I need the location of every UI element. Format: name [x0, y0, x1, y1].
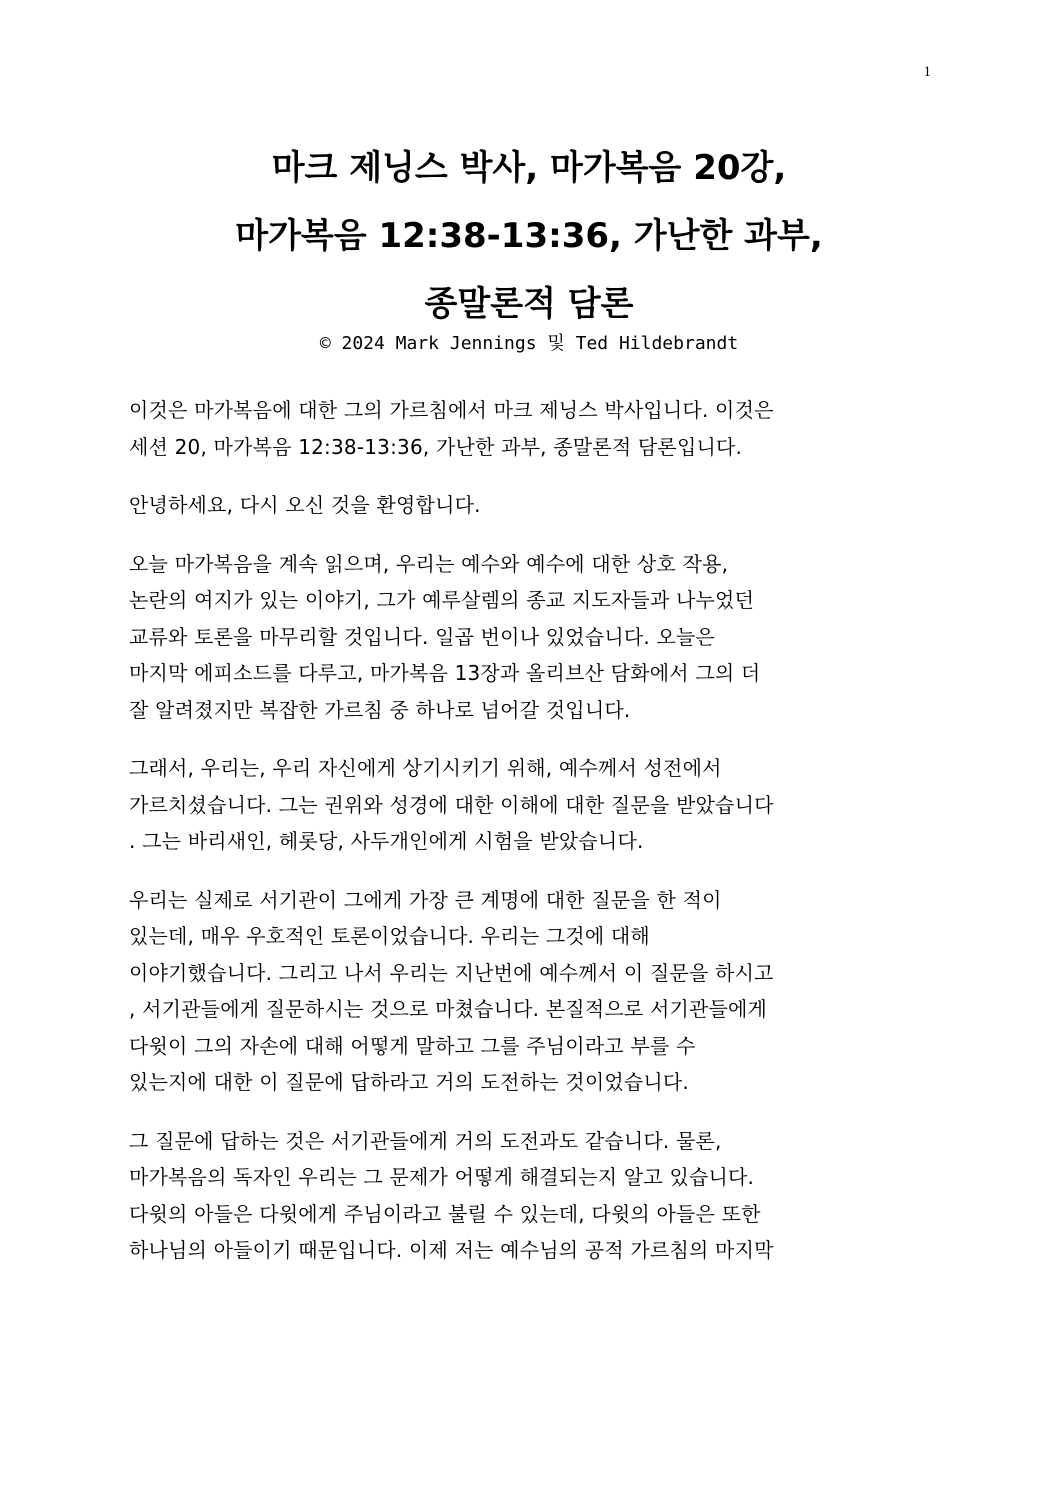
text-line: 그래서, 우리는, 우리 자신에게 상기시키기 위해, 예수께서 성전에서 [129, 756, 722, 780]
text-line: , 서기관들에게 질문하시는 것으로 마쳤습니다. 본질적으로 서기관들에게 [129, 997, 768, 1021]
text-line: 마가복음의 독자인 우리는 그 문제가 어떻게 해결되는지 알고 있습니다. [129, 1165, 755, 1189]
text-line: 가르치셨습니다. 그는 권위와 성경에 대한 이해에 대한 질문을 받았습니다 [129, 792, 774, 817]
text-line: 세션 20, 마가복음 12:38-13:36, 가난한 과부, 종말론적 담론입니다. [129, 434, 743, 459]
text-line: 있는지에 대한 이 질문에 답하라고 거의 도전하는 것이었습니다. [129, 1070, 689, 1094]
title-line: 종말론적 담론 [424, 284, 634, 324]
text-line: 하나님의 아들이기 때문입니다. 이제 저는 예수님의 공적 가르침의 마지막 [129, 1238, 774, 1262]
paragraph [129, 1123, 939, 1269]
paragraph [129, 487, 939, 524]
text-line: 잘 알려졌지만 복잡한 가르침 중 하나로 넘어갈 것입니다. [129, 697, 631, 722]
title-line: 마크 제닝스 박사, 마가복음 20강, [271, 148, 787, 188]
body-text [129, 392, 939, 1291]
text-line: 안녕하세요, 다시 오신 것을 환영합니다. [129, 493, 481, 517]
text-line: . 그는 바리새인, 헤롯당, 사두개인에게 시험을 받았습니다. [129, 829, 644, 853]
page-number: 1 [923, 64, 931, 80]
title-line: 마가복음 12:38-13:36, 가난한 과부, [235, 216, 823, 256]
paragraph [129, 750, 939, 860]
text-line: 이야기했습니다. 그리고 나서 우리는 지난번에 예수께서 이 질문을 하시고 [129, 960, 774, 985]
text-line: 논란의 여지가 있는 이야기, 그가 예루살렘의 종교 지도자들과 나누었던 [129, 588, 755, 612]
document-title [0, 134, 1058, 338]
paragraph [129, 392, 939, 465]
text-line: 오늘 마가복음을 계속 읽으며, 우리는 예수와 예수에 대한 상호 작용, [129, 551, 729, 576]
copyright-notice: © 2024 Mark Jennings 및 Ted Hildebrandt [319, 333, 739, 354]
text-line: 이것은 마가복음에 대한 그의 가르침에서 마크 제닝스 박사입니다. 이것은 [129, 398, 774, 422]
text-line: 그 질문에 답하는 것은 서기관들에게 거의 도전과도 같습니다. 물론, [129, 1128, 722, 1153]
text-line: 있는데, 매우 우호적인 토론이었습니다. 우리는 그것에 대해 [129, 924, 650, 948]
text-line: 우리는 실제로 서기관이 그에게 가장 큰 계명에 대한 질문을 한 적이 [129, 887, 722, 912]
text-line: 다윗의 아들은 다윗에게 주님이라고 불릴 수 있는데, 다윗의 아들은 또한 [129, 1201, 761, 1226]
paragraph [129, 546, 939, 729]
paragraph [129, 882, 939, 1101]
text-line: 교류와 토론을 마무리할 것입니다. 일곱 번이나 있었습니다. 오늘은 [129, 624, 716, 649]
text-line: 다윗이 그의 자손에 대해 어떻게 말하고 그를 주님이라고 부를 수 [129, 1033, 696, 1058]
text-line: 마지막 에피소드를 다루고, 마가복음 13장과 올리브산 담화에서 그의 더 [129, 661, 761, 685]
